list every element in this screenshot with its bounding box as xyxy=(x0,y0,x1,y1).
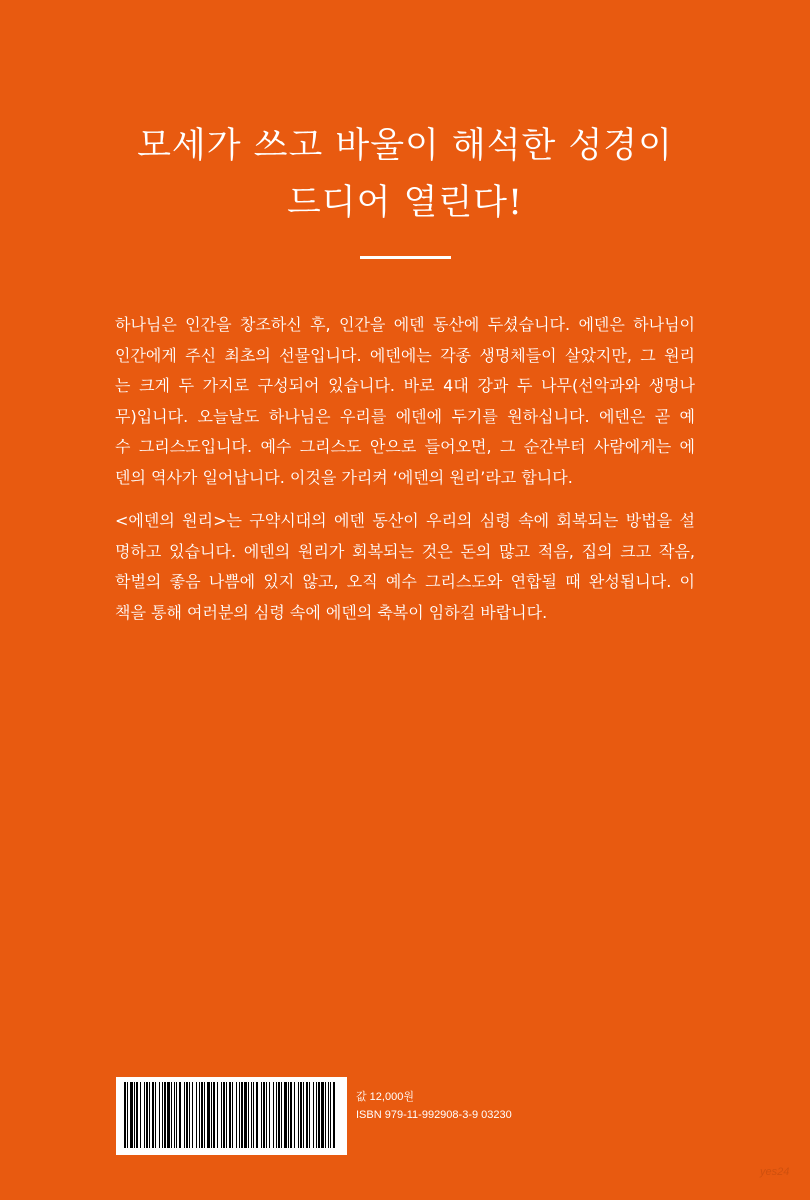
barcode-bar xyxy=(269,1082,270,1148)
barcode-bar xyxy=(290,1082,292,1148)
price-label: 값 12,000원 xyxy=(356,1091,414,1103)
barcode-bar xyxy=(294,1082,295,1148)
barcode-bar xyxy=(189,1082,190,1148)
barcode-bar xyxy=(221,1082,222,1148)
barcode-bar xyxy=(226,1082,227,1148)
blurb-paragraph-1 xyxy=(115,310,695,493)
barcode-bar xyxy=(241,1082,243,1148)
barcode-bar xyxy=(273,1082,274,1148)
blurb-line: <에덴의 원리>는 구약시대의 에덴 동산이 우리의 심령 속에 회복되는 방법을 설 xyxy=(115,511,695,530)
barcode-bar xyxy=(124,1082,126,1148)
barcode-bar xyxy=(140,1082,141,1148)
barcode-bar xyxy=(284,1082,287,1148)
barcode-bar xyxy=(159,1082,160,1148)
barcode-bar xyxy=(256,1082,258,1148)
blurb-line: 수 그리스도입니다. 예수 그리스도 안으로 들어오면, 그 순간부터 사람에게는 에 xyxy=(115,437,695,456)
barcode-bar xyxy=(164,1082,166,1148)
barcode-bar xyxy=(333,1082,335,1148)
barcode-bar xyxy=(134,1082,135,1148)
blurb-line: 덴의 역사가 일어납니다. 이것을 가리켜 ‘에덴의 원리’라고 합니다. xyxy=(115,467,573,487)
barcode-bar xyxy=(223,1082,225,1148)
barcode-bar xyxy=(186,1082,188,1148)
isbn-label: ISBN 979-11-992908-3-9 03230 xyxy=(356,1109,512,1121)
barcode-bar xyxy=(253,1082,254,1148)
barcode-bar xyxy=(213,1082,215,1148)
barcode-bar xyxy=(261,1082,262,1148)
barcode-bar xyxy=(251,1082,252,1148)
barcode-bar xyxy=(144,1082,145,1148)
blurb-line: 하나님은 인간을 창조하신 후, 인간을 에덴 동산에 두셨습니다. 에덴은 하나님이 xyxy=(115,315,695,334)
barcode-bar xyxy=(149,1082,150,1148)
barcode-bar xyxy=(330,1082,331,1148)
barcode-bar xyxy=(199,1082,200,1148)
barcode-bar xyxy=(276,1082,277,1148)
barcode-bar xyxy=(313,1082,314,1148)
watermark: yes24 xyxy=(760,1166,790,1178)
barcode-bar xyxy=(232,1082,233,1148)
barcode-bar xyxy=(167,1082,170,1148)
barcode-bar xyxy=(229,1082,231,1148)
barcode-bar xyxy=(136,1082,138,1148)
barcode-bar xyxy=(281,1082,282,1148)
barcode-bar xyxy=(318,1082,320,1148)
headline-line-1: 모세가 쓰고 바울이 해석한 성경이 xyxy=(137,126,673,166)
barcode-bar xyxy=(201,1082,203,1148)
barcode-bar xyxy=(127,1082,128,1148)
barcode-bar xyxy=(309,1082,310,1148)
barcode-bar xyxy=(152,1082,154,1148)
blurb-line: 책을 통해 여러분의 심령 속에 에덴의 축복이 임하길 바랍니다. xyxy=(115,602,548,622)
barcode-bar xyxy=(192,1082,193,1148)
barcode-bar xyxy=(316,1082,317,1148)
barcode-bar xyxy=(184,1082,185,1148)
barcode-bar xyxy=(207,1082,210,1148)
barcode-bar xyxy=(278,1082,280,1148)
barcode-bar xyxy=(300,1082,302,1148)
barcode-bar xyxy=(288,1082,289,1148)
barcode-bar xyxy=(236,1082,237,1148)
headline-line-2: 드디어 열린다! xyxy=(286,183,524,223)
headline xyxy=(0,118,810,232)
barcode-bar xyxy=(328,1082,329,1148)
barcode-bar xyxy=(303,1082,304,1148)
barcode-bar xyxy=(239,1082,240,1148)
barcode-bar xyxy=(196,1082,197,1148)
blurb-line: 학벌의 좋음 나쁨에 있지 않고, 오직 예수 그리스도와 연합될 때 완성됩니다. 이 xyxy=(115,572,695,591)
barcode-bar xyxy=(263,1082,265,1148)
barcode-bar xyxy=(155,1082,156,1148)
barcode-bar xyxy=(204,1082,205,1148)
blurb-line: 무)입니다. 오늘날도 하나님은 우리를 에덴에 두기를 원하십니다. 에덴은 곧 예 xyxy=(115,406,695,426)
barcode-bar xyxy=(171,1082,172,1148)
barcode-bar xyxy=(306,1082,308,1148)
isbn-barcode xyxy=(116,1077,347,1155)
blurb-line: 인간에게 주신 최초의 선물입니다. 에덴에는 각종 생명체들이 살았지만, 그 원리 xyxy=(115,345,695,365)
blurb-line: 는 크게 두 가지로 구성되어 있습니다. 바로 4대 강과 두 나무(선악과와 생명나 xyxy=(115,376,695,395)
price-block xyxy=(356,1088,512,1124)
barcode-bar xyxy=(211,1082,212,1148)
barcode-bar xyxy=(146,1082,148,1148)
barcode-bar xyxy=(162,1082,163,1148)
barcode-bar xyxy=(266,1082,267,1148)
barcode-bar xyxy=(217,1082,218,1148)
barcode-bar xyxy=(174,1082,175,1148)
barcode-bar xyxy=(298,1082,299,1148)
barcode-bar xyxy=(325,1082,326,1148)
blurb-line: 명하고 있습니다. 에덴의 원리가 회복되는 것은 돈의 많고 적음, 집의 크고 작음, xyxy=(115,541,695,561)
barcode-bar xyxy=(244,1082,247,1148)
barcode-graphic xyxy=(122,1082,341,1148)
divider-rule xyxy=(360,256,451,259)
blurb xyxy=(115,310,695,641)
blurb-paragraph-2 xyxy=(115,506,695,628)
barcode-bar xyxy=(248,1082,249,1148)
barcode-bar xyxy=(176,1082,177,1148)
barcode-bar xyxy=(130,1082,133,1148)
barcode-bar xyxy=(179,1082,181,1148)
barcode-bar xyxy=(321,1082,324,1148)
